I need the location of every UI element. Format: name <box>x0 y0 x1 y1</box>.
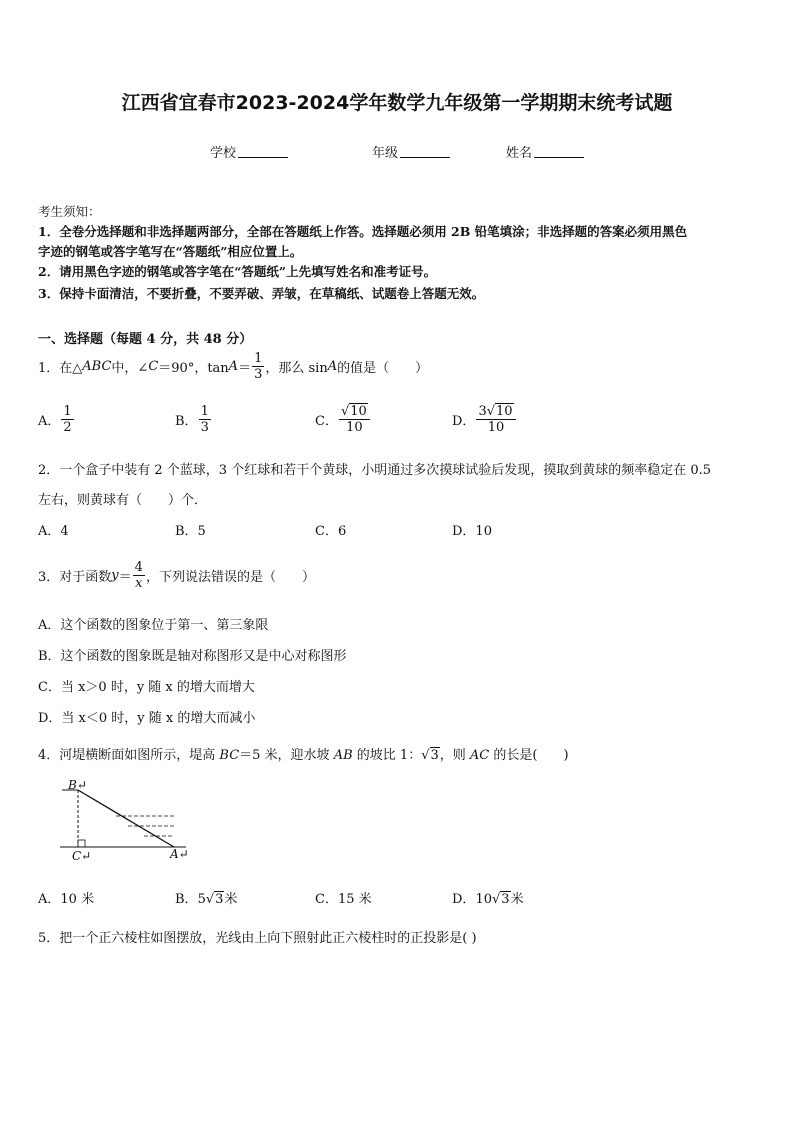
option-fraction <box>476 404 515 435</box>
question-4 <box>38 744 569 763</box>
radicand: 3 <box>215 892 224 907</box>
frac-den: 2 <box>63 419 72 435</box>
question-5: 5．把一个正六棱柱如图摆放，光线由上向下照射此正六棱柱时的正投影是( ) <box>38 931 477 946</box>
q3-text: 3．对于函数 <box>38 569 112 585</box>
q4-text: 的坡比 1： <box>352 748 422 763</box>
question-3 <box>38 556 315 594</box>
option-fraction <box>61 404 73 435</box>
unit: 米 <box>224 892 238 907</box>
q1-var-a: A <box>327 358 338 374</box>
notice-heading: 考生须知： <box>38 204 101 219</box>
right-angle-mark <box>78 840 85 847</box>
question-2-line1: 2．一个盒子中装有 2 个蓝球，3 个红球和若干个黄球，小明通过多次摸球试验后发现，摸取到黄球的频率稳定在 0.5 <box>38 463 712 478</box>
frac-num <box>339 404 370 420</box>
frac-num: 4 <box>134 559 143 575</box>
q3-option-a[interactable]: A．这个函数的图象位于第一、第三象限 <box>38 618 269 633</box>
option-label: D． <box>452 892 476 907</box>
q1-var-c: C <box>148 358 159 374</box>
q3-text: ，下列说法错误的是（ ） <box>145 569 315 585</box>
q3-option-c[interactable]: C．当 x＞0 时，y 随 x 的增大而增大 <box>38 680 255 695</box>
option-fraction <box>199 404 211 435</box>
q1-var-a: A <box>228 358 239 374</box>
q1-text: 中，∠ <box>111 360 149 376</box>
option-text: 10 米 <box>60 892 95 907</box>
sqrt: √3 <box>491 892 510 907</box>
q4-text: 的长是( ) <box>489 748 569 763</box>
grade-label: 年级 <box>372 146 399 161</box>
q4-option-d[interactable] <box>452 888 524 907</box>
q4-option-b[interactable] <box>175 888 237 907</box>
frac-den: 3 <box>254 366 263 382</box>
q2-option-d[interactable]: D．10 <box>452 524 492 539</box>
sqrt: √10 <box>340 403 367 419</box>
notice-item-1a: 1．全卷分选择题和非选择题两部分，全部在答题纸上作答。选择题必须用 2B 铅笔填涂；非选择题的答案必须用黑色 <box>38 224 688 239</box>
option-label: C． <box>315 892 338 907</box>
q1-text: ＝90°，tan <box>158 360 229 376</box>
q2-option-c[interactable]: C．6 <box>315 524 347 539</box>
option-label: A． <box>38 413 61 429</box>
notice-item-3: 3．保持卡面清洁，不要折叠，不要弄破、弄皱，在草稿纸、试题卷上答题无效。 <box>38 286 485 301</box>
name-blank <box>534 145 584 158</box>
option-text: 15 米 <box>337 892 372 907</box>
q4-text: ＝5 米，迎水坡 <box>239 748 334 763</box>
q2-option-a[interactable]: A．4 <box>38 524 69 539</box>
option-label: C． <box>315 413 338 429</box>
q1-option-d[interactable] <box>452 400 517 438</box>
q2-option-b[interactable]: B．5 <box>175 524 206 539</box>
radicand: 3 <box>501 892 510 907</box>
frac-den: 3 <box>200 419 209 435</box>
q1-option-a[interactable] <box>38 400 75 438</box>
coef: 5 <box>197 892 206 907</box>
option-label: D． <box>452 413 476 429</box>
label-a: A↵ <box>170 847 189 861</box>
q1-fraction <box>252 351 264 382</box>
slope-ab <box>78 790 174 847</box>
sqrt: √3 <box>205 892 224 907</box>
grade-field <box>372 142 450 161</box>
label-b: B↵ <box>68 778 87 792</box>
frac-num <box>476 404 515 420</box>
question-2-line2: 左右，则黄球有（ ）个． <box>38 493 208 508</box>
q3-option-b[interactable]: B．这个函数的图象既是轴对称图形又是中心对称图形 <box>38 649 347 664</box>
sqrt: √3 <box>421 748 439 763</box>
coef: 3 <box>478 403 487 419</box>
q4-var-bc: BC <box>219 748 240 763</box>
question-1 <box>38 348 428 384</box>
q4-var-ac: AC <box>469 748 490 763</box>
q1-var-abc: ABC <box>82 358 112 374</box>
sqrt: √10 <box>486 403 513 419</box>
frac-den: x <box>135 575 143 591</box>
name-field <box>506 142 584 161</box>
school-blank <box>238 145 288 158</box>
exam-title: 江西省宜春市2023-2024学年数学九年级第一学期期末统考试题 <box>121 92 673 114</box>
radicand: 10 <box>496 403 513 419</box>
q1-text: 的值是（ ） <box>337 360 429 376</box>
frac-num: 1 <box>254 350 263 366</box>
option-fraction <box>339 404 370 435</box>
radicand: 10 <box>350 403 367 419</box>
option-label: B． <box>175 892 198 907</box>
notice-item-2: 2．请用黑色字迹的钢笔或答字笔在“答题纸”上先填写姓名和准考证号。 <box>38 264 437 279</box>
school-field <box>210 142 288 161</box>
q3-text: ＝ <box>118 569 132 585</box>
q4-option-a[interactable] <box>38 888 94 907</box>
radicand: 3 <box>430 748 439 763</box>
section-heading: 一、选择题（每题 4 分，共 48 分） <box>38 332 253 347</box>
q4-text: ，则 <box>439 748 470 763</box>
name-label: 姓名 <box>506 146 533 161</box>
q4-option-c[interactable] <box>315 888 372 907</box>
frac-num: 1 <box>200 403 209 419</box>
grade-blank <box>400 145 450 158</box>
q1-option-c[interactable] <box>315 400 371 438</box>
q1-option-b[interactable] <box>175 400 212 438</box>
label-c: C↵ <box>72 849 92 863</box>
q3-option-d[interactable]: D．当 x＜0 时，y 随 x 的增大而减小 <box>38 711 256 726</box>
q1-text: ，那么 sin <box>265 360 328 376</box>
q1-text: 1．在△ <box>38 360 83 376</box>
notice-item-1b: 字迹的钢笔或答字笔写在“答题纸”相应位置上。 <box>38 244 303 259</box>
q4-var-ab: AB <box>333 748 353 763</box>
frac-num: 1 <box>63 403 72 419</box>
option-label: B． <box>175 413 198 429</box>
unit: 米 <box>510 892 524 907</box>
coef: 10 <box>475 892 492 907</box>
q3-fraction <box>133 560 145 591</box>
option-label: A． <box>38 892 61 907</box>
q3-var-y: y <box>111 567 119 583</box>
frac-den: 10 <box>346 419 363 435</box>
q4-text: 4．河堤横断面如图所示，堤高 <box>38 748 220 763</box>
frac-den: 10 <box>487 419 505 435</box>
school-label: 学校 <box>210 146 237 161</box>
q1-text: ＝ <box>238 360 252 376</box>
